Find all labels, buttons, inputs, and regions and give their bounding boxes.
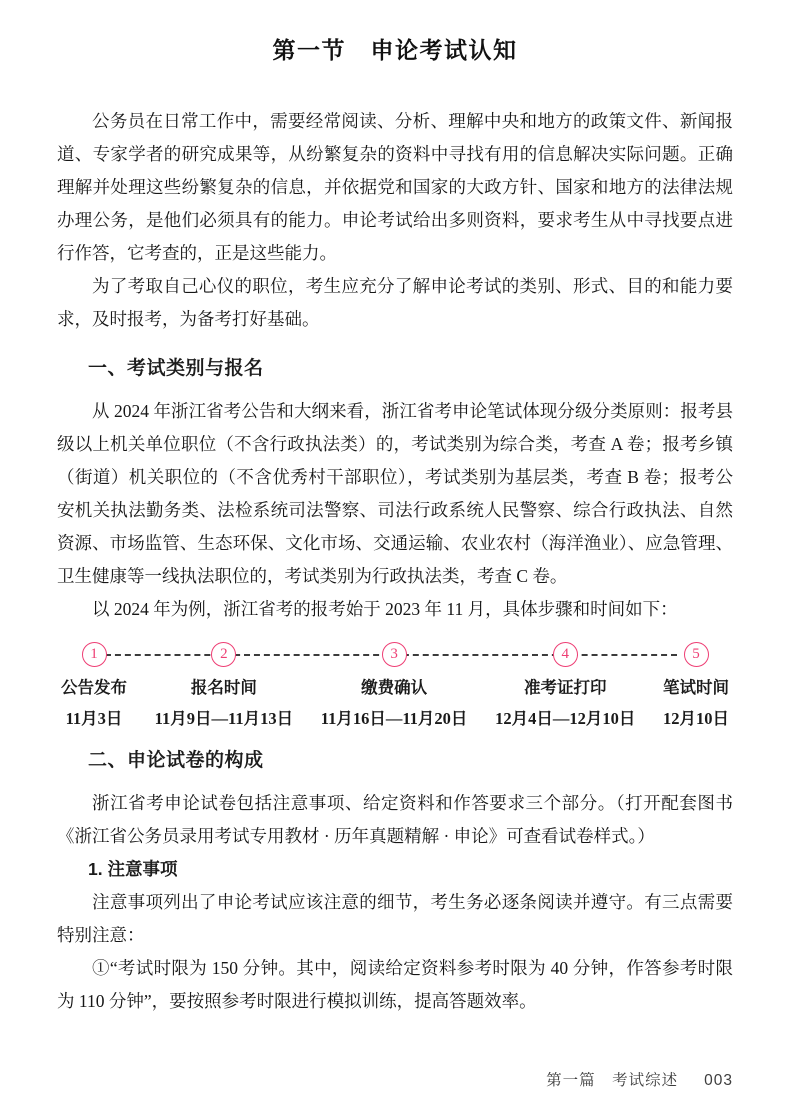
timeline-step-5-label: 笔试时间	[663, 678, 729, 697]
timeline-step-1-label: 公告发布	[61, 678, 127, 697]
timeline-step-3-label: 缴费确认	[361, 678, 428, 697]
section-2-heading: 二、申论试卷的构成	[88, 750, 264, 771]
timeline-step-5-number-badge: 5	[684, 642, 709, 667]
timeline-step-2-label: 报名时间	[190, 678, 257, 697]
intro-paragraph-1: 公务员在日常工作中，需要经常阅读、分析、理解中央和地方的政策文件、新闻报道、专家学者的研究成果等，从纷繁复杂的资料中寻找有用的信息解决实际问题。正确理解并处理这些纷繁复杂的信息，并依据党和国家的大政方针、国家和地方的法律法规办理公务，是他们必须具有的能力。申论考试给出多则资料，要求考生从中寻找要点进行作答，它考查的，正是这些能力。	[57, 111, 733, 263]
subsection-1-heading: 1. 注意事项	[88, 859, 178, 879]
timeline-step-1-number-badge: 1	[82, 642, 107, 667]
section-1-paragraph-2: 以 2024 年为例，浙江省考的报考始于 2023 年 11 月，具体步骤和时间如下：	[92, 599, 678, 619]
application-timeline	[61, 642, 729, 728]
timeline-step-4	[495, 642, 635, 729]
timeline-step-2-date: 11月9日—11月13日	[154, 709, 294, 728]
timeline-step-4-label: 准考证打印	[523, 678, 607, 697]
timeline-step-1-date: 11月3日	[65, 709, 123, 728]
subsection-1-paragraph-1: 注意事项列出了申论考试应该注意的细节，考生务必逐条阅读并遵守。有三点需要特别注意：	[57, 892, 733, 945]
section-1-heading: 一、考试类别与报名	[88, 358, 264, 379]
timeline-step-3-number-badge: 3	[382, 642, 407, 667]
timeline-step-5-date: 12月10日	[663, 709, 729, 728]
intro-paragraph-2: 为了考取自己心仪的职位，考生应充分了解申论考试的类别、形式、目的和能力要求，及时报考，为备考打好基础。	[57, 276, 733, 329]
section-1-paragraph-1: 从 2024 年浙江省考公告和大纲来看，浙江省考申论笔试体现分级分类原则：报考县级以上机关单位职位（不含行政执法类）的，考试类别为综合类，考查 A 卷；报考乡镇（街道）机关职位的（不含优秀村干部职位），考试类别为基层类，考查 B 卷；报考公安机关执法勤务类、法检系统司法警察、司法行政系统人民警察、综合行政执法、自然资源、市场监管、生态环保、文化市场、交通运输、农业农村（海洋渔业）、应急管理、卫生健康等一线执法职位的，考试类别为行政执法类，考查 C 卷。	[57, 401, 733, 586]
timeline-step-5	[663, 642, 729, 729]
timeline-step-1	[61, 642, 127, 729]
timeline-step-3	[321, 642, 468, 729]
section-2-paragraph-1: 浙江省考申论试卷包括注意事项、给定资料和作答要求三个部分。（打开配套图书《浙江省公务员录用考试专用教材 · 历年真题精解 · 申论》可查看试卷样式。）	[57, 793, 733, 846]
footer-chapter-label: 第一篇 考试综述	[546, 1072, 679, 1089]
timeline-step-2	[155, 642, 293, 729]
page-footer	[546, 1068, 733, 1090]
timeline-step-2-number-badge: 2	[211, 642, 236, 667]
timeline-step-4-number-badge: 4	[553, 642, 578, 667]
timeline-step-4-date: 12月4日—12月10日	[495, 709, 636, 728]
subsection-1-paragraph-2: ①“考试时限为 150 分钟。其中，阅读给定资料参考时限为 40 分钟，作答参考时限为 110 分钟”，要按照参考时限进行模拟训练，提高答题效率。	[57, 958, 733, 1011]
timeline-step-3-date: 11月16日—11月20日	[320, 709, 468, 728]
timeline-steps	[61, 642, 729, 729]
footer-page-number: 003	[704, 1072, 733, 1089]
page-title: 第一节 申论考试认知	[272, 38, 518, 63]
